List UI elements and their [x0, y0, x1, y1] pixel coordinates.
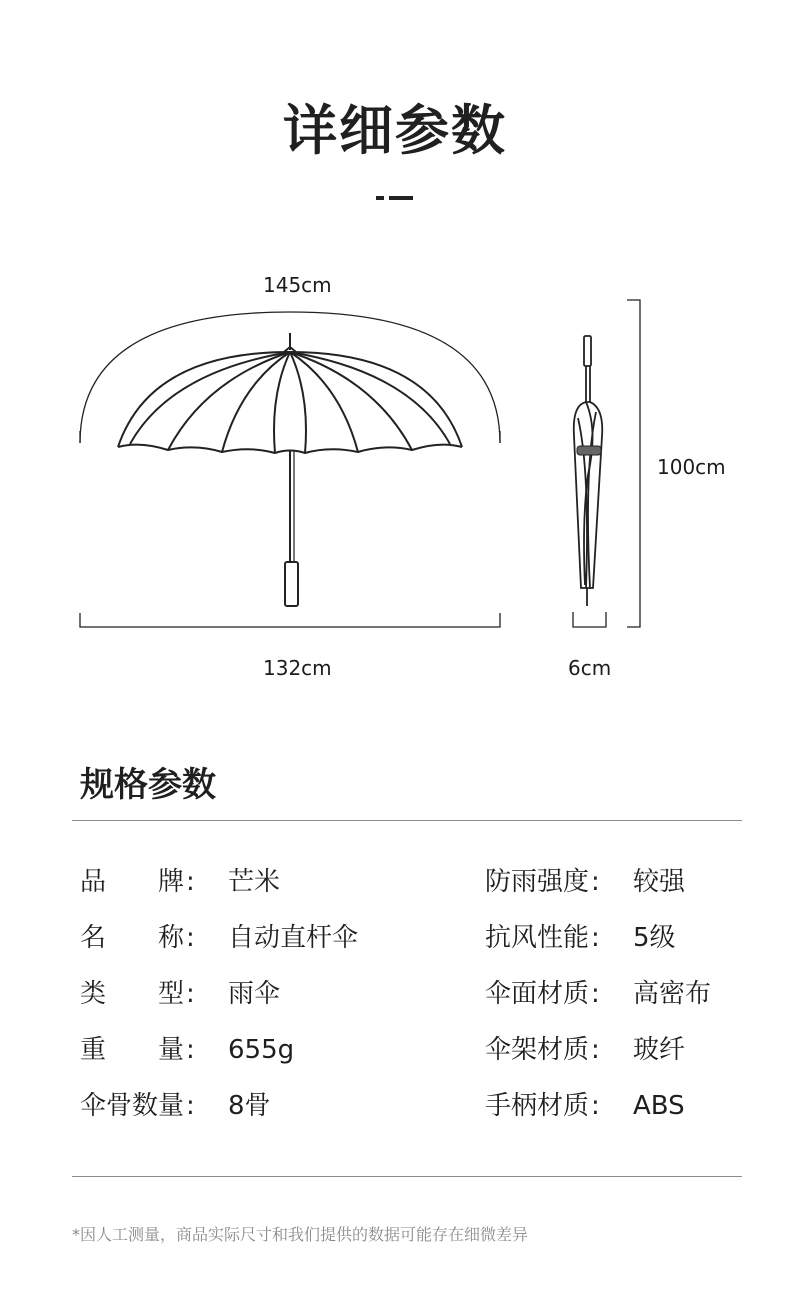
measurement-disclaimer: *因人工测量，商品实际尺寸和我们提供的数据可能存在细微差异 [72, 1225, 529, 1244]
spec-value: 8骨 [228, 1091, 271, 1121]
spec-row-brand [80, 862, 420, 902]
spec-colon: : [591, 1091, 600, 1121]
spec-colon: : [591, 923, 600, 953]
width-dimension-line [80, 613, 500, 627]
spec-value: 5级 [633, 923, 676, 953]
spec-key: 称 [158, 923, 185, 953]
spec-row-name [80, 918, 420, 958]
spec-colon: : [186, 867, 195, 897]
spec-key: 品 [80, 867, 107, 897]
closed-width-label: 6cm [568, 656, 612, 680]
spec-key: 重 [80, 1035, 107, 1065]
spec-value: 雨伞 [228, 979, 281, 1009]
spec-row-frame-material [485, 1030, 745, 1070]
spec-key: 类 [80, 979, 107, 1009]
page-title: 详细参数 [283, 99, 507, 162]
spec-row-handle-material [485, 1086, 745, 1126]
arc-width-label: 145cm [263, 273, 332, 297]
spec-key: 防雨强度 [485, 867, 590, 897]
spec-value: 芒米 [228, 867, 281, 897]
spec-value: 655g [228, 1035, 295, 1065]
spec-colon: : [186, 923, 195, 953]
spec-value: 玻纤 [633, 1035, 686, 1065]
closed-umbrella-icon [574, 336, 603, 606]
height-dimension-line [627, 300, 640, 627]
spec-key: 伞架材质 [485, 1035, 590, 1065]
spec-colon: : [186, 979, 195, 1009]
spec-row-canopy-material [485, 974, 745, 1014]
spec-value: 高密布 [633, 979, 712, 1009]
open-umbrella-icon [118, 333, 462, 606]
divider-bottom [72, 1176, 742, 1177]
spec-key: 伞骨数量 [80, 1091, 185, 1121]
spec-row-ribs [80, 1086, 420, 1126]
spec-colon: : [591, 979, 600, 1009]
spec-key: 手柄材质 [485, 1091, 590, 1121]
spec-value: 自动直杆伞 [228, 923, 359, 953]
section-title: 规格参数 [80, 765, 216, 805]
title-underline-mark [376, 196, 413, 201]
spec-row-weight [80, 1030, 420, 1070]
spec-key: 量 [158, 1035, 185, 1065]
spec-colon: : [186, 1091, 195, 1121]
spec-row-rain-resistance [485, 862, 745, 902]
spec-key: 名 [80, 923, 107, 953]
divider-top [72, 820, 742, 821]
spec-key: 型 [158, 979, 185, 1009]
spec-colon: : [186, 1035, 195, 1065]
spec-key: 牌 [158, 867, 185, 897]
spec-value: 较强 [633, 867, 686, 897]
spec-colon: : [591, 867, 600, 897]
umbrella-dimension-diagram [0, 260, 790, 700]
umbrella-illustration [0, 260, 790, 700]
spec-key: 抗风性能 [485, 923, 590, 953]
closed-height-label: 100cm [657, 455, 726, 479]
spec-row-type [80, 974, 420, 1014]
closed-width-dimension-line [573, 612, 606, 627]
spec-row-wind-resistance [485, 918, 745, 958]
spec-colon: : [591, 1035, 600, 1065]
open-width-label: 132cm [263, 656, 332, 680]
spec-value: ABS [633, 1091, 685, 1121]
spec-key: 伞面材质 [485, 979, 590, 1009]
